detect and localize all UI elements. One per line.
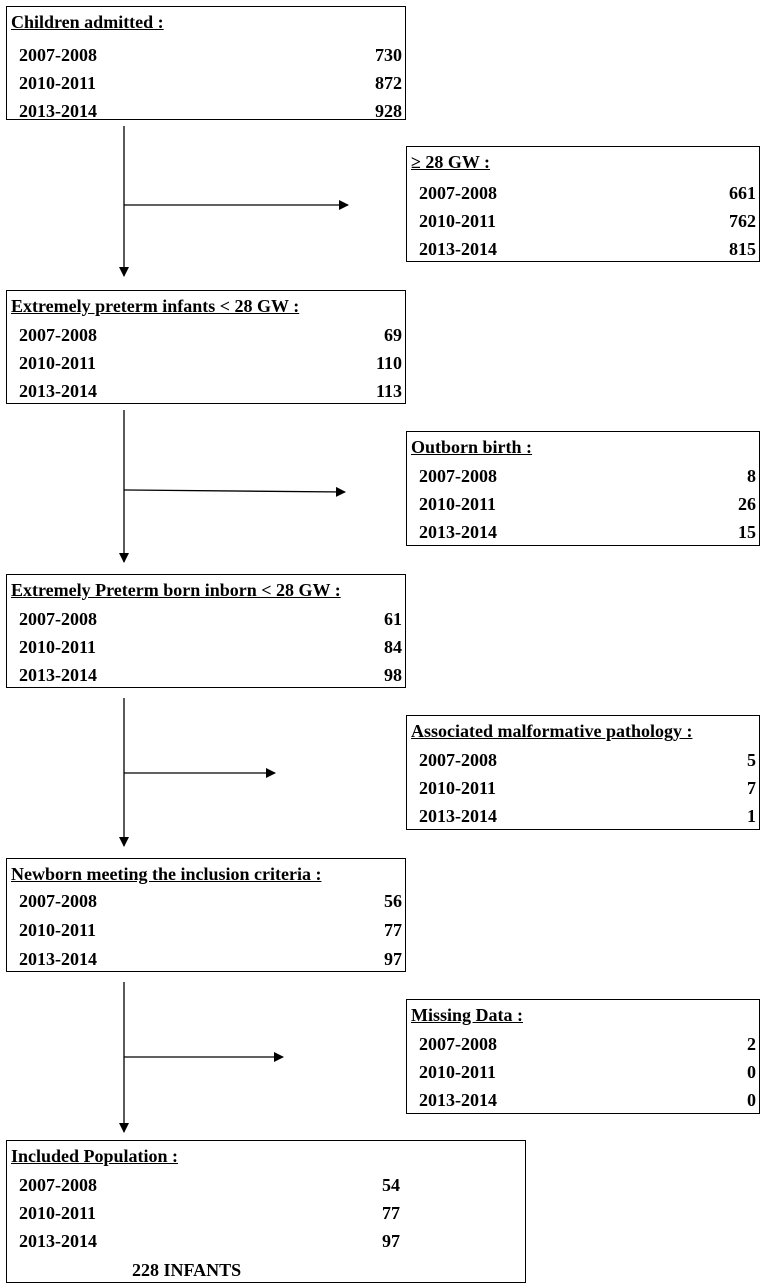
- table-row: [407, 1030, 759, 1058]
- row-label: 2013-2014: [19, 1231, 97, 1251]
- box-title: Outborn birth :: [411, 437, 533, 457]
- row-label: 2013-2014: [419, 239, 497, 259]
- row-value: 0: [747, 1062, 756, 1082]
- row-label: 2010-2011: [419, 211, 497, 231]
- row-value: 84: [384, 637, 402, 657]
- row-label: 2010-2011: [419, 1062, 497, 1082]
- row-value: 815: [729, 239, 756, 259]
- table-row: [7, 97, 405, 125]
- row-label: 2007-2008: [419, 750, 497, 770]
- table-row: [7, 945, 405, 973]
- table-row: [7, 605, 405, 633]
- row-label: 2010-2011: [19, 920, 97, 940]
- table-row: [407, 518, 759, 546]
- box-title: Missing Data :: [411, 1005, 523, 1025]
- box-ge-28-gw: [406, 146, 760, 262]
- row-value: 661: [729, 183, 756, 203]
- row-value: 113: [375, 381, 402, 401]
- table-row: [7, 661, 405, 689]
- table-row: [407, 802, 759, 830]
- table-row: [7, 1199, 403, 1227]
- row-value: 97: [382, 1231, 400, 1251]
- row-label: 2007-2008: [19, 45, 97, 65]
- row-value: 26: [738, 494, 756, 514]
- row-label: 2007-2008: [19, 609, 97, 629]
- row-value: 730: [375, 45, 402, 65]
- row-label: 2007-2008: [19, 1175, 97, 1195]
- box-inclusion-criteria: [6, 858, 406, 972]
- row-value: 872: [375, 73, 402, 93]
- row-value: 928: [375, 101, 402, 121]
- table-row: [407, 1058, 759, 1086]
- box-extremely-preterm: [6, 290, 406, 404]
- row-label: 2007-2008: [419, 1034, 497, 1054]
- row-label: 2013-2014: [19, 665, 97, 685]
- total-infants: 228 INFANTS: [132, 1260, 242, 1280]
- table-row: [407, 1086, 759, 1114]
- row-label: 2013-2014: [19, 381, 97, 401]
- row-label: 2010-2011: [19, 637, 97, 657]
- row-value: 61: [384, 609, 402, 629]
- table-row: [407, 490, 759, 518]
- row-label: 2010-2011: [19, 73, 97, 93]
- row-label: 2010-2011: [19, 353, 97, 373]
- table-row: [407, 207, 759, 235]
- table-row: [7, 349, 405, 377]
- table-row: [7, 916, 405, 944]
- table-row: [7, 1227, 403, 1255]
- box-title: Children admitted :: [11, 12, 164, 32]
- row-label: 2010-2011: [19, 1203, 97, 1223]
- box-preterm-inborn: [6, 574, 406, 688]
- row-label: 2013-2014: [19, 101, 97, 121]
- row-value: 15: [738, 522, 756, 542]
- row-value: 5: [747, 750, 756, 770]
- row-value: 762: [729, 211, 756, 231]
- flow-arrow-side-2: [124, 490, 345, 492]
- table-row: [7, 1171, 403, 1199]
- row-label: 2013-2014: [419, 1090, 497, 1110]
- row-value: 69: [384, 325, 402, 345]
- row-label: 2010-2011: [419, 494, 497, 514]
- table-row: [407, 774, 759, 802]
- row-value: 98: [384, 665, 402, 685]
- table-row: [7, 321, 405, 349]
- table-row: [7, 69, 405, 97]
- box-missing-data: [406, 999, 760, 1114]
- row-value: 77: [382, 1203, 400, 1223]
- box-title: Associated malformative pathology :: [411, 721, 693, 741]
- row-label: 2013-2014: [419, 522, 497, 542]
- row-value: 54: [382, 1175, 400, 1195]
- box-malformative-pathology: [406, 715, 760, 830]
- row-value: 97: [384, 949, 402, 969]
- box-included-population: [6, 1140, 526, 1283]
- box-title: ≥ 28 GW :: [411, 152, 491, 172]
- table-row: [407, 462, 759, 490]
- row-value: 0: [747, 1090, 756, 1110]
- table-row: [407, 179, 759, 207]
- box-title: Newborn meeting the inclusion criteria :: [11, 864, 322, 884]
- row-value: 77: [384, 920, 402, 940]
- table-row: [7, 41, 405, 69]
- box-title: Included Population :: [11, 1146, 179, 1166]
- table-row: [407, 235, 759, 263]
- box-outborn-birth: [406, 431, 760, 546]
- box-children-admitted: [6, 6, 406, 120]
- row-label: 2010-2011: [419, 778, 497, 798]
- row-label: 2007-2008: [19, 891, 97, 911]
- box-title: Extremely preterm infants < 28 GW :: [11, 296, 300, 316]
- row-label: 2013-2014: [419, 806, 497, 826]
- table-row: [407, 746, 759, 774]
- table-row: [7, 633, 405, 661]
- row-label: 2007-2008: [419, 183, 497, 203]
- row-value: 56: [384, 891, 402, 911]
- row-label: 2007-2008: [19, 325, 97, 345]
- row-label: 2007-2008: [419, 466, 497, 486]
- row-value: 2: [747, 1034, 756, 1054]
- row-value: 7: [747, 778, 756, 798]
- table-row: [7, 377, 405, 405]
- row-value: 1: [747, 806, 756, 826]
- box-title: Extremely Preterm born inborn < 28 GW :: [11, 580, 341, 600]
- table-row: [7, 887, 405, 915]
- row-label: 2013-2014: [19, 949, 97, 969]
- row-value: 110: [375, 353, 402, 373]
- row-value: 8: [747, 466, 756, 486]
